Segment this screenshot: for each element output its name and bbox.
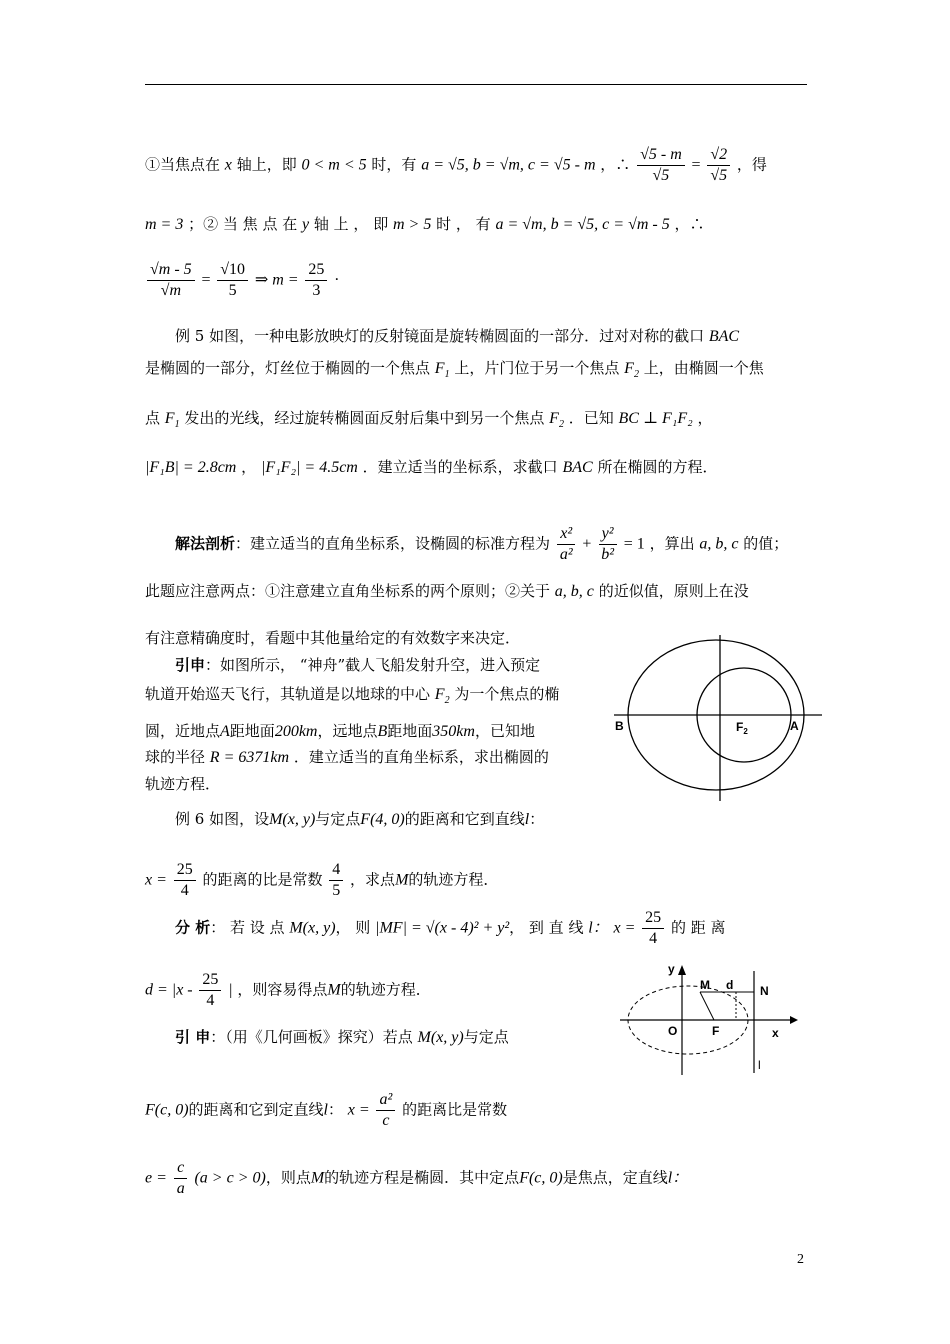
text: 上，片门位于另一个焦点 [454, 359, 620, 377]
fraction [147, 260, 195, 301]
text: 球的半径 [145, 748, 206, 766]
label-o: O [668, 1024, 678, 1038]
math-x: x [224, 156, 232, 174]
text: ，算出 [649, 534, 695, 553]
math-f40: F(4, 0) [360, 811, 405, 828]
label: 引 申 [175, 1028, 211, 1046]
text: ，∴ [600, 155, 631, 174]
math-acond: (a > c > 0) [194, 1169, 266, 1187]
text: 发出的光线，经过旋转椭圆面反射后集中到另一个焦点 [184, 409, 545, 427]
fraction [642, 908, 664, 949]
label-y: y [668, 962, 675, 976]
text: ，则点 [265, 1168, 311, 1187]
ex5-line2 [145, 357, 764, 386]
fraction [199, 970, 221, 1011]
math-xeq: x = [613, 919, 636, 937]
math-f2 [549, 410, 564, 431]
fraction [217, 260, 248, 301]
label-f: F [712, 1024, 720, 1038]
text: 轴上，即 [236, 155, 297, 174]
math-f1f2: |F₁F₂| = 4.5cm [260, 459, 358, 476]
label: 引申 [175, 656, 206, 674]
text: ，求点 [350, 870, 396, 889]
ex5-line1 [175, 325, 739, 348]
math-abc2: a = √m, b = √5, c = √m - 5 [495, 216, 670, 233]
math-mxy: M(x, y) [289, 919, 336, 937]
text: 时，有 [371, 155, 417, 174]
text: ：建立适当的直角坐标系，设椭圆的标准方程为 [235, 534, 551, 553]
abs: | [228, 981, 233, 999]
sub: 2 [743, 727, 748, 736]
sub: 2 [633, 369, 639, 381]
frac-den: 4 [206, 992, 215, 1009]
text: 的值； [743, 534, 789, 553]
frac-num: 4 [329, 860, 343, 881]
paragraph-case2 [145, 213, 705, 236]
math-implies: ⇒ m = [254, 271, 299, 289]
math-range1: 0 < m < 5 [301, 156, 367, 174]
text: 的近似值，原则上在没 [598, 582, 749, 600]
math-m: M [395, 871, 409, 889]
label-b: B [615, 719, 624, 733]
text: ，得 [736, 155, 767, 174]
y-arrow-icon [678, 965, 686, 975]
frac-den: 4 [649, 930, 658, 947]
frac-num: a² [376, 1090, 395, 1111]
text: 有注意精确度时，看题中其他量给定的有效数字来决定． [145, 629, 521, 647]
text: 的距离的比是常数 [202, 870, 323, 889]
frac-den: √5 [710, 167, 728, 184]
text: ，∴ [674, 215, 705, 233]
frac-num: x² [557, 524, 575, 545]
label: 分 析 [175, 918, 211, 937]
paragraph-result: $\frac{√m - 5}{√m}$ = $\frac{√10}{5}$ ⇒ m = $\frac{25}{3}$ · [145, 260, 339, 301]
text: 轨迹方程． [145, 775, 221, 793]
text: ：（用《几何画板》探究）若点 [210, 1028, 413, 1046]
text: 为一个焦点的椭 [454, 685, 560, 703]
math-b: B [377, 723, 388, 740]
label-l: l [758, 1058, 761, 1072]
fraction [329, 860, 343, 901]
label: 解法剖析 [175, 534, 236, 553]
math-l: l [524, 811, 530, 828]
x-arrow-icon [790, 1016, 798, 1024]
math-l: l [323, 1101, 328, 1119]
analysis5-line2 [145, 580, 749, 603]
text: 的 距 离 [670, 918, 726, 937]
text: 圆，近地点 [145, 722, 221, 740]
math-deq: d = |x - [145, 981, 193, 999]
mf-segment [700, 992, 714, 1020]
math-f2 [434, 686, 450, 707]
ex5-line3: 点 $F_1$ 发出的光线，经过旋转椭圆面反射后集中到另一个焦点 $F_2$ ．已知 BC ⊥ F₁F₂ ， [145, 409, 713, 431]
fraction [557, 524, 576, 565]
math-200: 200km [274, 723, 318, 740]
fraction [707, 145, 730, 186]
frac-den: b² [601, 546, 614, 563]
frac-den: a [176, 1180, 185, 1197]
sub: 2 [444, 695, 450, 707]
header-rule [145, 84, 807, 85]
math-m: M [327, 981, 341, 999]
ex6-line1 [175, 808, 544, 831]
text: ，远地点 [317, 722, 378, 740]
math-mxy: M(x, y) [269, 811, 316, 828]
frac-num: √5 - m [637, 145, 685, 166]
sub: 1 [174, 419, 180, 431]
extend2-line1 [175, 1026, 509, 1049]
math-f1b: |F₁B| = 2.8cm [145, 459, 237, 476]
math-mf: |MF| = √(x - 4)² + y² [375, 919, 510, 937]
sub: 1 [444, 369, 450, 381]
ex5-line4 [145, 456, 717, 479]
label-x: x [772, 1026, 779, 1040]
text: ： [328, 1100, 344, 1119]
math-abc: a, b, c [554, 583, 594, 600]
frac-num: 25 [642, 908, 664, 929]
analysis5-line1: 解法剖析：建立适当的直角坐标系，设椭圆的标准方程为 $\frac{\text{x²}}{\text{a²}}$ + $\frac{\text{y²}}{\text{b²}}$ = 1 ，算出 a, b, c 的值； [175, 525, 789, 563]
math-bac: BAC [562, 459, 593, 476]
math-lend: l： [667, 1169, 689, 1187]
text: 的距离比是常数 [402, 1100, 508, 1119]
frac-den: 5 [332, 882, 341, 899]
text: 例 6 如图，设 [175, 810, 270, 828]
label-n: N [760, 984, 769, 998]
label-a: A [790, 719, 799, 733]
frac-num: y² [599, 524, 617, 545]
math-m3: m = 3 [145, 216, 184, 233]
text: 的轨迹方程是椭圆．其中定点 [324, 1168, 520, 1187]
math-f1 [164, 410, 180, 431]
text: 的轨迹方程． [340, 980, 431, 999]
text: ，已知地 [474, 722, 535, 740]
text: ．已知 [568, 409, 614, 427]
analysis6-line2 [145, 970, 431, 1011]
analysis6-line1 [175, 908, 725, 949]
fraction [598, 524, 617, 565]
frac-num: 25 [174, 860, 196, 881]
frac-num: √m - 5 [147, 260, 195, 281]
f: F [624, 360, 634, 377]
math-a: A [220, 723, 230, 740]
analysis5-line3 [145, 627, 520, 649]
frac-num: c [174, 1158, 187, 1179]
math-f1 [434, 360, 450, 381]
fraction [637, 145, 685, 186]
text: 的轨迹方程． [408, 870, 499, 889]
extend2-line3 [145, 1158, 688, 1199]
math-bac: BAC [708, 328, 740, 345]
sub: 2 [558, 419, 564, 431]
label-m: M [700, 978, 710, 992]
text: 轴 上 ， 即 [313, 215, 389, 233]
text: 距地面 [387, 722, 433, 740]
extend1-line5 [145, 773, 220, 795]
label-f2 [736, 720, 748, 736]
math-lcolon: l： [588, 919, 609, 937]
math-abc: a, b, c [699, 535, 739, 553]
text: 与定点 [463, 1028, 509, 1046]
extend1-line2 [145, 683, 559, 712]
frac-den: a² [559, 546, 573, 563]
math-mxy: M(x, y) [417, 1029, 464, 1046]
page-number: 2 [797, 1252, 804, 1267]
text: 时 ， 有 [436, 215, 491, 233]
text: 例 5 如图，一种电影放映灯的反射镜面是旋转椭圆面的一部分．过对对称的截口 [175, 327, 705, 345]
text: 距地面 [229, 722, 275, 740]
text: 所在椭圆的方程． [597, 458, 718, 476]
text: ： [529, 810, 545, 828]
frac-den: 5 [228, 282, 237, 299]
fraction [174, 1158, 188, 1199]
math-m5: m > 5 [392, 216, 432, 233]
text: ．建立适当的坐标系，求截口 [362, 458, 558, 476]
math-abc1: a = √5, b = √m, c = √5 - m [421, 156, 596, 174]
math-fc0: F(c, 0) [145, 1101, 189, 1119]
fraction [376, 1090, 395, 1131]
text: 的距离和它到定直线 [188, 1100, 324, 1119]
text: ；② 当 焦 点 在 [188, 215, 298, 233]
text: ， [241, 458, 257, 476]
extend1-line1 [175, 654, 540, 676]
f: F [164, 410, 175, 427]
fraction [305, 260, 327, 301]
frac-den: √5 [652, 167, 670, 184]
text: ：如图所示， “神舟”截人飞船发射升空，进入预定 [205, 656, 541, 674]
text: ，则容易得点 [237, 980, 328, 999]
text: 点 [145, 409, 161, 427]
frac-den: c [382, 1112, 390, 1129]
text: 是椭圆的一部分，灯丝位于椭圆的一个焦点 [145, 359, 431, 377]
ellipse-directrix-figure [620, 955, 800, 1075]
frac-num: √2 [707, 145, 730, 166]
text: ．建立适当的直角坐标系，求出椭圆的 [293, 748, 549, 766]
text: 轨道开始巡天飞行，其轨道是以地球的中心 [145, 685, 431, 703]
text: 上，由椭圆一个焦 [643, 359, 764, 377]
label-d: d [726, 978, 734, 992]
f: F [549, 410, 559, 427]
text: ， 到 直 线 [509, 918, 584, 937]
f: F [736, 720, 744, 734]
math-fc0: F(c, 0) [519, 1169, 563, 1187]
text: ①当焦点在 [145, 155, 221, 174]
math-xeq: x = [145, 871, 167, 889]
text: 此题应注意两点：①注意建立直角坐标系的两个原则；②关于 [145, 582, 551, 600]
math-perp: BC ⊥ F₁F₂ [618, 410, 693, 427]
paragraph-case1: ①当焦点在 x 轴上，即 0 < m < 5 时，有 a = √5, b = √m, c = √5 - m ，∴ $\frac{√5 - m}{√5}$ = $\frac{√2}{√5}$ ，得 [145, 146, 767, 184]
math-y: y [302, 216, 310, 233]
f: F [434, 360, 445, 377]
text: ， 则 [335, 918, 371, 937]
text: 的距离和它到直线 [404, 810, 525, 828]
eq: = 1 [623, 535, 645, 553]
frac-num: 25 [305, 260, 327, 281]
orbit-figure [612, 633, 826, 805]
fraction [174, 860, 196, 901]
extend1-line3 [145, 720, 535, 743]
math-350: 350km [432, 723, 475, 740]
text: 与定点 [315, 810, 361, 828]
extend2-line2 [145, 1090, 507, 1131]
frac-den: 3 [312, 282, 321, 299]
frac-den: 4 [180, 882, 189, 899]
math-r: R = 6371km [209, 749, 290, 766]
ex6-line2 [145, 860, 498, 901]
frac-num: 25 [199, 970, 221, 991]
text: ： 若 设 点 [210, 918, 285, 937]
f: F [434, 686, 445, 703]
text: 是焦点，定直线 [562, 1168, 668, 1187]
math-f2 [624, 360, 639, 381]
frac-num: √10 [217, 260, 248, 281]
frac-den: √m [160, 282, 181, 299]
math-eeq: e = [145, 1169, 167, 1187]
extend1-line4 [145, 746, 549, 769]
math-m: M [310, 1169, 325, 1187]
math-xeq: x = [347, 1101, 370, 1119]
